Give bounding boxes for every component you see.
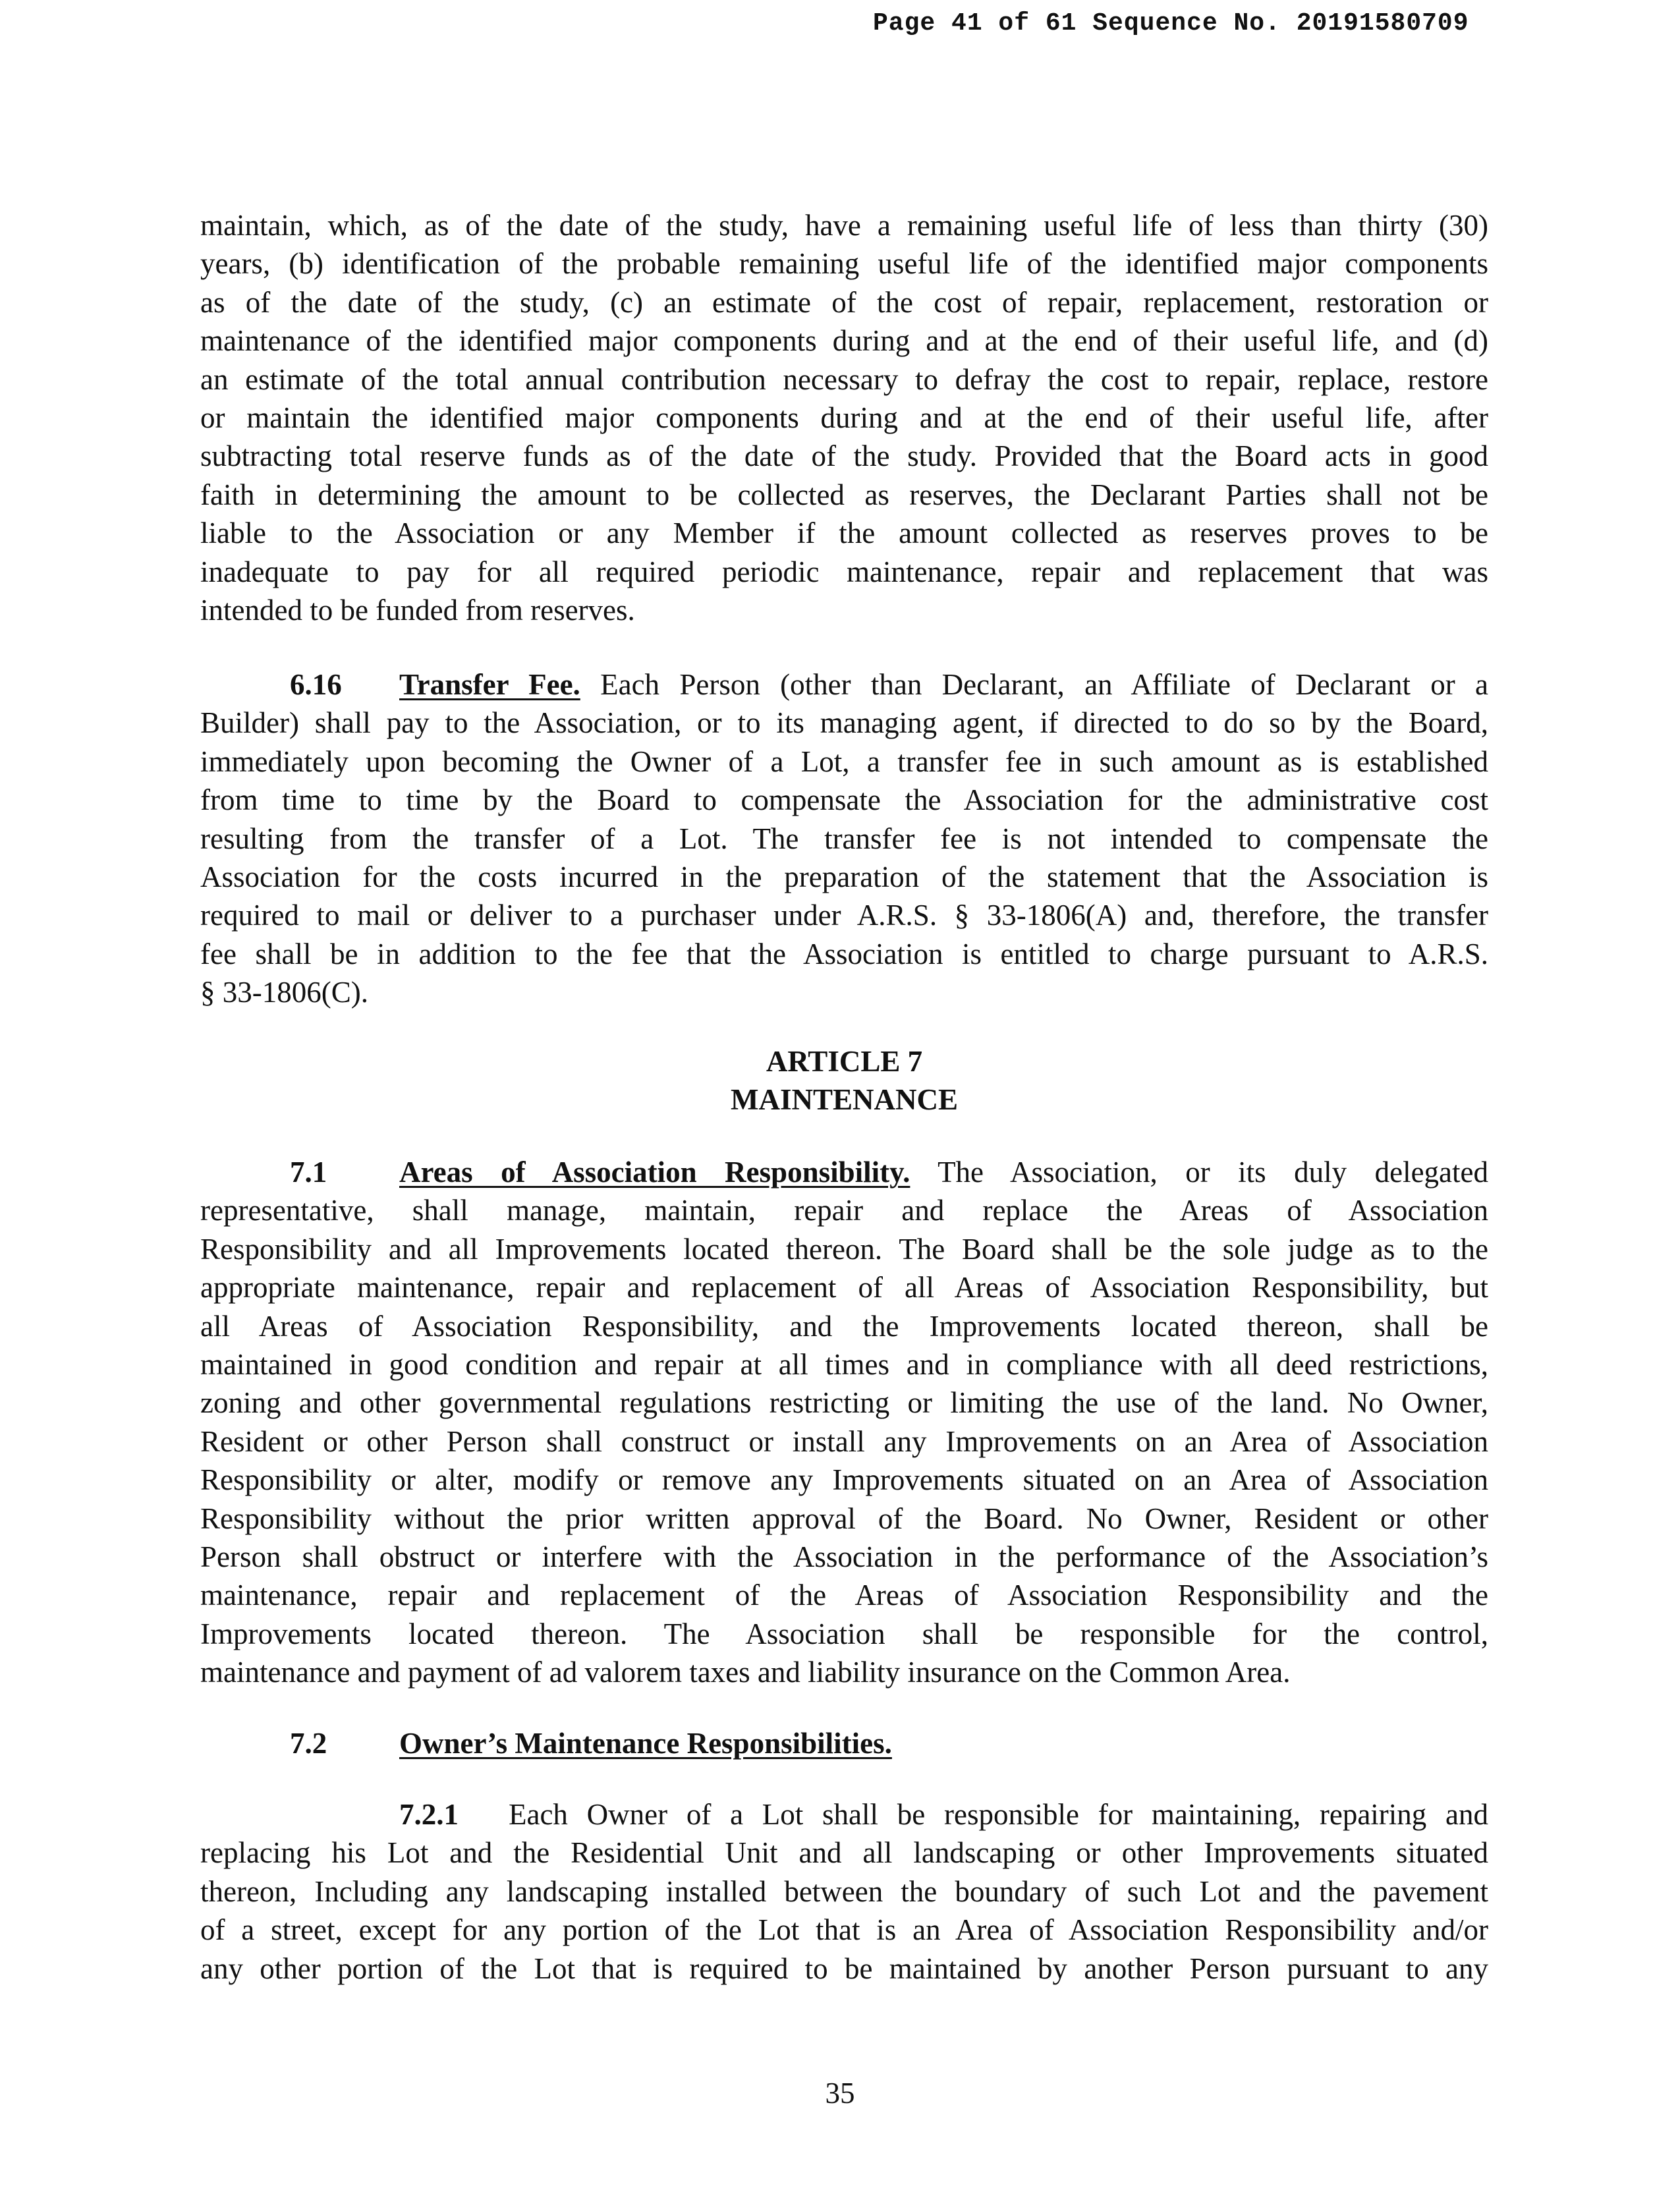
text-line: inadequate to pay for all required periodic maintenance, repair and replacement that was	[200, 555, 1488, 588]
text-line: maintained in good condition and repair at all times and in compliance with all deed restrictions,	[200, 1347, 1488, 1381]
text-line: fee shall be in addition to the fee that the Association is entitled to charge pursuant to A.R.S.	[200, 937, 1488, 970]
section-6-16	[200, 665, 1488, 1012]
section-title: Transfer Fee.	[399, 668, 580, 701]
section-7-2-1-body	[200, 1834, 1488, 1988]
section-7-1-body	[200, 1191, 1488, 1691]
text-line: or maintain the identified major components during and at the end of their useful life, after	[200, 401, 1488, 434]
article-heading	[200, 1042, 1488, 1119]
first-line-rest: The Association, or its duly delegated	[938, 1156, 1489, 1189]
text-line: immediately upon becoming the Owner of a Lot, a transfer fee in such amount as is established	[200, 744, 1488, 778]
article-title: MAINTENANCE	[730, 1083, 958, 1117]
section-number: 7.1	[290, 1156, 327, 1189]
text-line: from time to time by the Board to compensate the Association for the administrative cost	[200, 783, 1488, 817]
text-line: maintain, which, as of the date of the study, have a remaining useful life of less than thirty (30)	[200, 209, 1488, 242]
text-line: faith in determining the amount to be collected as reserves, the Declarant Parties shall not be	[200, 478, 1488, 511]
text-line: replacing his Lot and the Residential Unit and all landscaping or other Improvements situated	[200, 1836, 1488, 1870]
text-line: all Areas of Association Responsibility, and the Improvements located thereon, shall be	[200, 1309, 1488, 1343]
section-number: 7.2	[290, 1727, 327, 1760]
text-line: maintenance, repair and replacement of the Areas of Association Responsibility and the	[200, 1579, 1488, 1612]
first-line-text	[399, 665, 1488, 704]
section-7-2	[200, 1724, 1488, 1762]
page-number: 35	[825, 2077, 855, 2110]
text-line: Builder) shall pay to the Association, or to its managing agent, if directed to do so by the Board,	[200, 706, 1488, 740]
text-line: Responsibility or alter, modify or remove any Improvements situated on an Area of Association	[200, 1463, 1488, 1497]
first-line-text	[399, 1153, 1488, 1191]
text-line: § 33-1806(C).	[200, 976, 368, 1009]
text-line: as of the date of the study, (c) an estimate of the cost of repair, replacement, restoration or	[200, 285, 1488, 319]
text-line: Person shall obstruct or interfere with the Association in the performance of the Association’s	[200, 1540, 1488, 1573]
section-title: Areas of Association Responsibility.	[399, 1156, 910, 1189]
text-line: appropriate maintenance, repair and replacement of all Areas of Association Responsibility, but	[200, 1271, 1488, 1304]
section-7-2-heading	[200, 1724, 1488, 1762]
section-7-1	[200, 1153, 1488, 1691]
text-line: an estimate of the total annual contribution necessary to defray the cost to repair, replace, restore	[200, 362, 1488, 396]
section-7-1-first-line	[200, 1153, 1488, 1191]
first-line-rest: Each Owner of a Lot shall be responsible for maintaining, repairing and	[509, 1798, 1488, 1831]
section-number: 7.2.1	[399, 1798, 459, 1831]
text-line: years, (b) identification of the probable remaining useful life of the identified major components	[200, 247, 1488, 281]
text-line: Responsibility and all Improvements located thereon. The Board shall be the sole judge as to the	[200, 1232, 1488, 1266]
section-title: Owner’s Maintenance Responsibilities.	[399, 1727, 892, 1760]
page-header-sequence: Page 41 of 61 Sequence No. 20191580709	[873, 9, 1469, 38]
text-line: required to mail or deliver to a purchaser under A.R.S. § 33-1806(A) and, therefore, the transfer	[200, 899, 1488, 932]
section-7-2-1-first-line	[200, 1795, 1488, 1834]
text-line: maintenance and payment of ad valorem taxes and liability insurance on the Common Area.	[200, 1656, 1291, 1689]
section-6-16-body	[200, 704, 1488, 1011]
text-line: intended to be funded from reserves.	[200, 593, 635, 627]
text-line: Improvements located thereon. The Association shall be responsible for the control,	[200, 1617, 1488, 1650]
text-line: liable to the Association or any Member if the amount collected as reserves proves to be	[200, 517, 1488, 550]
text-line: representative, shall manage, maintain, repair and replace the Areas of Association	[200, 1194, 1488, 1227]
text-line: Responsibility without the prior written approval of the Board. No Owner, Resident or other	[200, 1501, 1488, 1535]
text-line: subtracting total reserve funds as of the date of the study. Provided that the Board acts in good	[200, 439, 1488, 473]
text-line: Association for the costs incurred in the preparation of the statement that the Association is	[200, 860, 1488, 893]
section-7-2-1	[200, 1795, 1488, 1988]
article-label: ARTICLE 7	[766, 1045, 923, 1078]
section-6-16-first-line	[200, 665, 1488, 704]
section-number: 6.16	[290, 668, 342, 701]
text-line: of a street, except for any portion of the Lot that is an Area of Association Responsibility and/or	[200, 1913, 1488, 1947]
first-line-rest: Each Person (other than Declarant, an Affiliate of Declarant or a	[600, 668, 1489, 701]
text-line: resulting from the transfer of a Lot. The transfer fee is not intended to compensate the	[200, 822, 1488, 855]
text-line: any other portion of the Lot that is required to be maintained by another Person pursuant to any	[200, 1951, 1488, 1985]
paragraph-reserves	[200, 206, 1488, 629]
text-line: maintenance of the identified major components during and at the end of their useful life, and (d)	[200, 324, 1488, 358]
text-line: thereon, Including any landscaping installed between the boundary of such Lot and the pavement	[200, 1874, 1488, 1908]
text-line: zoning and other governmental regulations restricting or limiting the use of the land. No Owner,	[200, 1386, 1488, 1420]
text-line: Resident or other Person shall construct or install any Improvements on an Area of Association	[200, 1424, 1488, 1458]
